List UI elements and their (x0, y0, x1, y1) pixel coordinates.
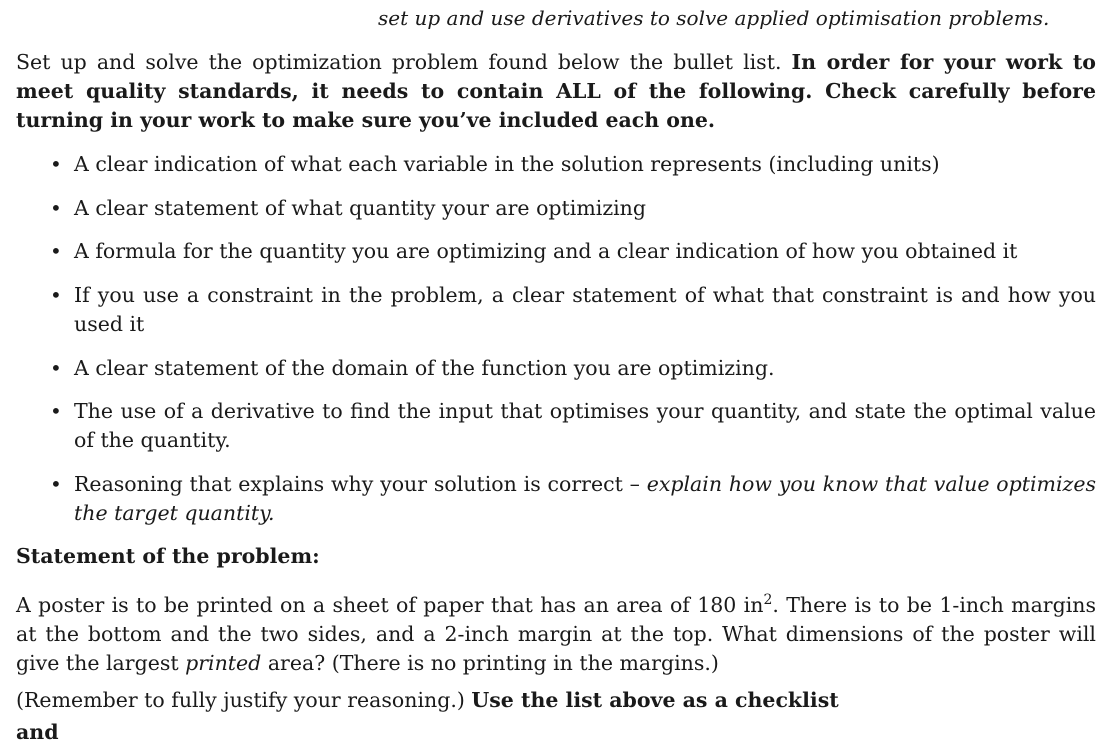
problem-heading: Statement of the problem: (16, 544, 320, 568)
checklist-item (50, 470, 1096, 528)
bullet-icon: • (50, 152, 62, 176)
problem-statement (16, 586, 1096, 678)
checklist-item-text: A clear statement of what quantity your are optimizing (74, 196, 647, 220)
problem-italic-word: printed (185, 650, 262, 675)
checklist-item-text: Reasoning that explains why your solution is correct – (74, 472, 647, 496)
checklist-item-text: A clear statement of the domain of the function you are optimizing. (74, 356, 775, 380)
checklist-item-text: If you use a constraint in the problem, a clear statement of what that constraint is and how you used it (74, 283, 1096, 336)
checklist-item (50, 194, 1096, 223)
bullet-icon: • (50, 356, 62, 380)
checklist-item-italic: explain how you know that value optimizes the target quantity. (74, 472, 1096, 525)
bullet-icon: • (50, 196, 62, 220)
reminder-plain: (Remember to fully justify your reasoning.) (16, 688, 472, 712)
checklist-item (50, 354, 1096, 383)
problem-part3: area? (There is no printing in the margins.) (261, 650, 719, 675)
problem-part2: . There is to be 1-inch margins at the bottom and the two sides, and a 2-inch margin at the top. What dimensions of the poster will give the largest (16, 592, 1096, 675)
reminder-bold: Use the list above as a checklist (471, 688, 839, 712)
checklist-item-text: A formula for the quantity you are optimizing and a clear indication of how you obtained it (74, 239, 1018, 263)
checklist-item (50, 237, 1096, 266)
problem-part1: A poster is to be printed on a sheet of paper that has an area of 180 in (16, 592, 764, 617)
bullet-icon: • (50, 283, 62, 307)
checklist-item-text: A clear indication of what each variable in the solution represents (including units) (74, 152, 940, 176)
intro-line: set up and use derivatives to solve applied optimisation problems. (378, 6, 1050, 30)
bullet-icon: • (50, 472, 62, 496)
instructions-bold: In order for your work to meet quality standards, it needs to contain ALL of the following. Check carefully before turning in your work to make sure you’ve included each one. (16, 50, 1096, 132)
bullet-icon: • (50, 399, 62, 423)
cut-off-line: and (16, 720, 59, 744)
reminder-line (16, 686, 1096, 715)
checklist-item (50, 397, 1096, 455)
checklist-item (50, 150, 1096, 179)
area-exponent: 2 (763, 592, 773, 608)
instructions-paragraph (16, 48, 1096, 135)
bullet-icon: • (50, 239, 62, 263)
checklist-item-text: The use of a derivative to find the input that optimises your quantity, and state the optimal value of the quantity. (74, 399, 1096, 452)
checklist-item (50, 281, 1096, 339)
instructions-plain: Set up and solve the optimization problem found below the bullet list. (16, 50, 792, 74)
